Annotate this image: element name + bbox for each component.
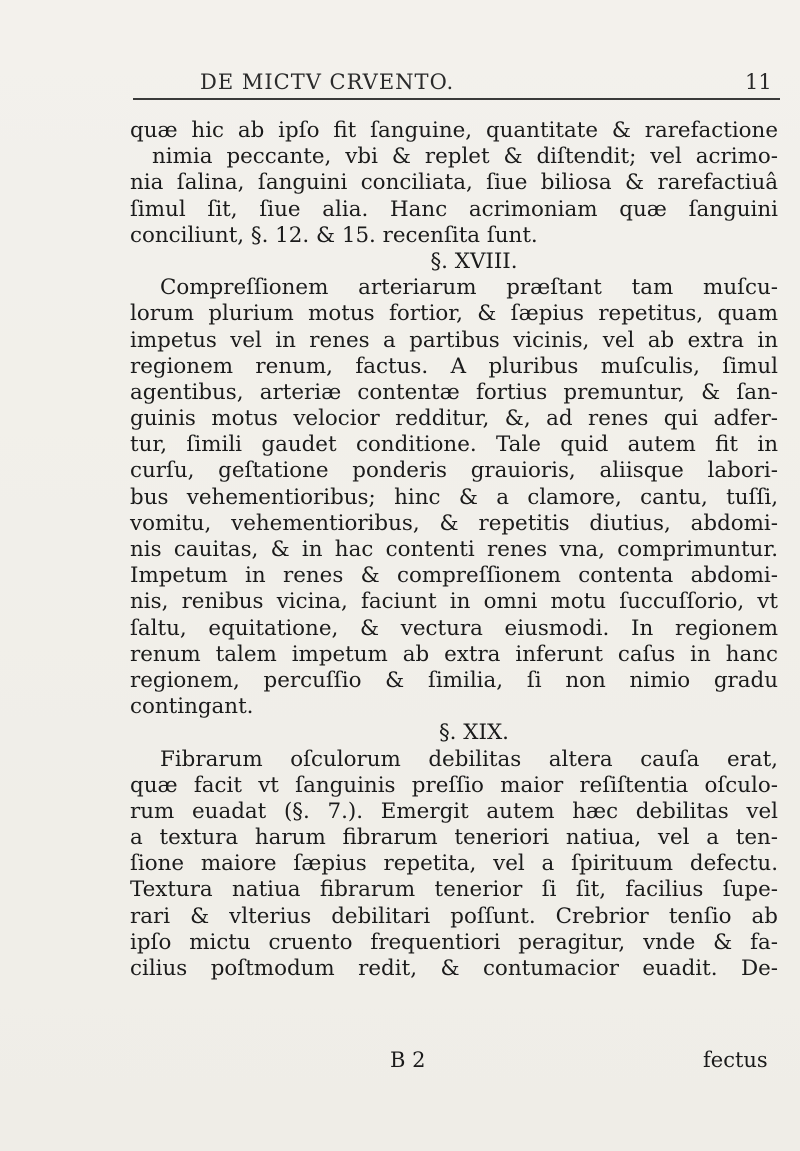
header-rule [133,98,780,100]
text-line: a textura harum fibrarum teneriori natiua, vel a ten- [130,825,778,851]
signature-mark: B 2 [390,1048,426,1072]
text-line: bus vehementioribus; hinc & a clamore, cantu, tuſſi, [130,484,778,510]
text-line: vomitu, vehementioribus, & repetitis diutius, abdomi- [130,510,778,536]
text-line: ſaltu, equitatione, & vectura eiusmodi. In regionem [130,615,778,641]
page-footer [0,1048,800,1078]
text-line: lorum plurium motus fortior, & ſæpius repetitus, quam [130,301,778,327]
text-line: nia ſalina, ſanguini conciliata, ſiue biliosa & rarefactiuâ [130,170,778,196]
text-line: rum euadat (§. 7.). Emergit autem hæc debilitas vel [130,798,778,824]
text-line: curſu, geſtatione ponderis grauioris, aliisque labori- [130,458,778,484]
running-head [0,66,800,106]
text-line: quæ hic ab ipſo fit ſanguine, quantitate & rarefactione [130,118,778,143]
text-line: nis cauitas, & in hac contenti renes vna, comprimuntur. [130,537,778,562]
text-line: Impetum in renes & compreſſionem contenta abdomi- [130,563,778,589]
text-line: regionem renum, factus. A pluribus muſculis, ſimul [130,353,778,379]
text-line: renum talem impetum ab extra inferunt caſus in hanc [130,641,778,667]
body-text [130,118,778,982]
text-line: quæ facit vt ſanguinis preſſio maior reſiſtentia oſculo- [130,772,778,798]
page-number: 11 [745,70,772,94]
text-line: nimia peccante, vbi & replet & diſtendit; vel acrimo- [152,144,778,170]
text-line: conciliunt, §. 12. & 15. recenſita ſunt. [130,222,538,248]
text-line: ſione maiore ſæpius repetita, vel a ſpirituum defectu. [130,851,778,877]
text-line: nis, renibus vicina, faciunt in omni motu ſuccuſſorio, vt [130,589,778,615]
text-line: impetus vel in renes a partibus vicinis, vel ab extra in [130,327,778,353]
text-line: guinis motus velocior redditur, &, ad renes qui adfer- [130,406,778,432]
text-line: ſimul ſit, ſiue alia. Hanc acrimoniam quæ ſanguini [130,196,778,222]
text-line: Fibrarum oſculorum debilitas altera cauſa erat, [160,746,778,772]
text-line: rari & vlterius debilitari poſſunt. Crebrior tenſio ab [130,903,778,929]
text-line: regionem, percuſſio & ſimilia, ſi non nimio gradu [130,667,778,693]
running-title: DE MICTV CRVENTO. [200,70,455,94]
text-line: cilius poſtmodum redit, & contumacior euadit. De- [130,956,778,981]
section-heading-18: §. XVIII. [430,248,518,274]
text-line: Compreſſionem arteriarum præſtant tam muſcu- [160,275,778,301]
text-line: tur, ſimili gaudet conditione. Tale quid autem fit in [130,432,778,458]
text-line: Textura natiua fibrarum tenerior ſi ſit, facilius ſupe- [130,877,778,903]
catchword: fectus [703,1048,768,1072]
text-line: contingant. [130,694,254,720]
text-line: ipſo mictu cruento frequentiori peragitur, vnde & fa- [130,929,778,955]
text-line: agentibus, arteriæ contentæ fortius premuntur, & ſan- [130,379,778,405]
section-heading-19: §. XIX. [438,720,509,746]
